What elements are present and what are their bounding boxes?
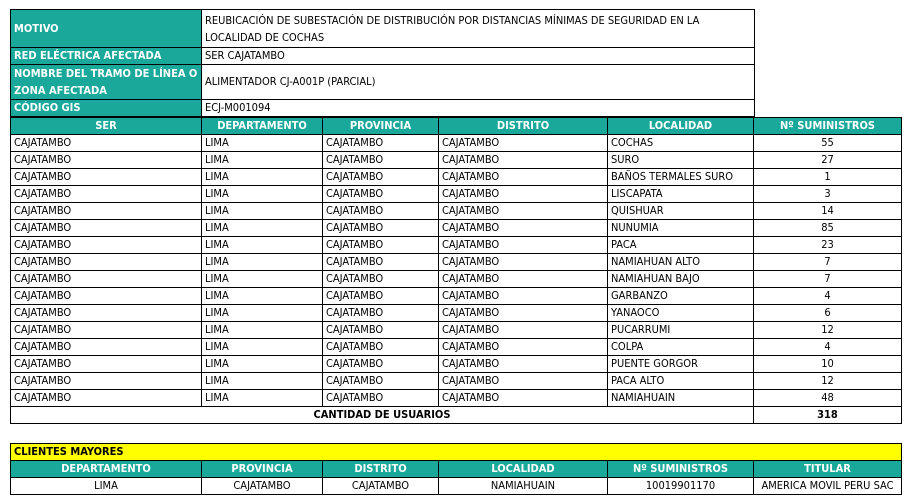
table-row <box>11 322 902 339</box>
cell-departamento: LIMA <box>202 237 323 254</box>
cell-distrito: CAJATAMBO <box>439 356 608 373</box>
header-provincia: PROVINCIA <box>323 118 439 135</box>
table-row <box>11 305 902 322</box>
cell-localidad: NAMIAHUAIN <box>608 390 754 407</box>
cell-provincia: CAJATAMBO <box>323 305 439 322</box>
cell-suministros: 27 <box>754 152 902 169</box>
client-distrito: CAJATAMBO <box>323 478 439 495</box>
cell-suministros: 7 <box>754 271 902 288</box>
cell-ser: CAJATAMBO <box>11 220 202 237</box>
cell-provincia: CAJATAMBO <box>323 135 439 152</box>
cell-ser: CAJATAMBO <box>11 322 202 339</box>
cell-localidad: QUISHUAR <box>608 203 754 220</box>
cell-departamento: LIMA <box>202 322 323 339</box>
cell-provincia: CAJATAMBO <box>323 203 439 220</box>
cell-provincia: CAJATAMBO <box>323 373 439 390</box>
cell-distrito: CAJATAMBO <box>439 305 608 322</box>
cell-suministros: 4 <box>754 288 902 305</box>
cell-localidad: PACA ALTO <box>608 373 754 390</box>
table-row <box>11 254 902 271</box>
cell-distrito: CAJATAMBO <box>439 203 608 220</box>
cell-localidad: BAÑOS TERMALES SURO <box>608 169 754 186</box>
cell-suministros: 12 <box>754 322 902 339</box>
cell-provincia: CAJATAMBO <box>323 356 439 373</box>
cell-suministros: 85 <box>754 220 902 237</box>
cell-ser: CAJATAMBO <box>11 271 202 288</box>
cell-provincia: CAJATAMBO <box>323 390 439 407</box>
header-suministros: Nº SUMINISTROS <box>754 118 902 135</box>
info-table <box>10 9 755 117</box>
clients-header-distrito: DISTRITO <box>323 461 439 478</box>
cell-localidad: PACA <box>608 237 754 254</box>
cell-ser: CAJATAMBO <box>11 152 202 169</box>
clients-header-row <box>11 461 902 478</box>
cell-ser: CAJATAMBO <box>11 135 202 152</box>
tramo-label: NOMBRE DEL TRAMO DE LÍNEA O ZONA AFECTADA <box>11 65 202 100</box>
cell-suministros: 1 <box>754 169 902 186</box>
cell-suministros: 12 <box>754 373 902 390</box>
total-value: 318 <box>754 407 902 424</box>
cell-departamento: LIMA <box>202 288 323 305</box>
clients-header-provincia: PROVINCIA <box>202 461 323 478</box>
cell-departamento: LIMA <box>202 254 323 271</box>
cell-suministros: 23 <box>754 237 902 254</box>
cell-suministros: 3 <box>754 186 902 203</box>
cell-provincia: CAJATAMBO <box>323 220 439 237</box>
clients-header-suministros: Nº SUMINISTROS <box>608 461 754 478</box>
clients-header-titular: TITULAR <box>754 461 902 478</box>
cell-localidad: SURO <box>608 152 754 169</box>
cell-departamento: LIMA <box>202 339 323 356</box>
table-row <box>11 356 902 373</box>
cell-distrito: CAJATAMBO <box>439 186 608 203</box>
table-header-row <box>11 118 902 135</box>
header-departamento: DEPARTAMENTO <box>202 118 323 135</box>
cell-provincia: CAJATAMBO <box>323 254 439 271</box>
cell-localidad: PUCARRUMI <box>608 322 754 339</box>
cell-distrito: CAJATAMBO <box>439 237 608 254</box>
cell-provincia: CAJATAMBO <box>323 322 439 339</box>
cell-ser: CAJATAMBO <box>11 373 202 390</box>
table-row <box>11 339 902 356</box>
cell-distrito: CAJATAMBO <box>439 152 608 169</box>
cell-ser: CAJATAMBO <box>11 339 202 356</box>
clients-header-localidad: LOCALIDAD <box>439 461 608 478</box>
cell-departamento: LIMA <box>202 220 323 237</box>
cell-localidad: COLPA <box>608 339 754 356</box>
cell-departamento: LIMA <box>202 186 323 203</box>
table-row <box>11 220 902 237</box>
table-row <box>11 186 902 203</box>
cell-distrito: CAJATAMBO <box>439 373 608 390</box>
cell-suministros: 14 <box>754 203 902 220</box>
gis-label: CÓDIGO GIS <box>11 100 202 117</box>
cell-distrito: CAJATAMBO <box>439 288 608 305</box>
header-localidad: LOCALIDAD <box>608 118 754 135</box>
cell-departamento: LIMA <box>202 169 323 186</box>
cell-departamento: LIMA <box>202 152 323 169</box>
cell-departamento: LIMA <box>202 305 323 322</box>
suministros-table <box>10 117 902 424</box>
cell-ser: CAJATAMBO <box>11 186 202 203</box>
cell-provincia: CAJATAMBO <box>323 271 439 288</box>
cell-departamento: LIMA <box>202 373 323 390</box>
client-suministros: 10019901170 <box>608 478 754 495</box>
cell-distrito: CAJATAMBO <box>439 339 608 356</box>
clientes-mayores-table <box>10 443 902 495</box>
cell-localidad: COCHAS <box>608 135 754 152</box>
cell-localidad: PUENTE GORGOR <box>608 356 754 373</box>
cell-departamento: LIMA <box>202 356 323 373</box>
table-row <box>11 203 902 220</box>
client-provincia: CAJATAMBO <box>202 478 323 495</box>
cell-ser: CAJATAMBO <box>11 288 202 305</box>
cell-localidad: LISCAPATA <box>608 186 754 203</box>
table-row <box>11 271 902 288</box>
table-row <box>11 373 902 390</box>
cell-departamento: LIMA <box>202 135 323 152</box>
table-row <box>11 135 902 152</box>
cell-distrito: CAJATAMBO <box>439 271 608 288</box>
cell-ser: CAJATAMBO <box>11 203 202 220</box>
cell-distrito: CAJATAMBO <box>439 254 608 271</box>
client-departamento: LIMA <box>11 478 202 495</box>
cell-suministros: 6 <box>754 305 902 322</box>
cell-departamento: LIMA <box>202 271 323 288</box>
cell-distrito: CAJATAMBO <box>439 220 608 237</box>
table-row <box>11 169 902 186</box>
cell-provincia: CAJATAMBO <box>323 288 439 305</box>
cell-suministros: 10 <box>754 356 902 373</box>
tramo-value: ALIMENTADOR CJ-A001P (PARCIAL) <box>202 65 755 100</box>
cell-localidad: YANAOCO <box>608 305 754 322</box>
cell-suministros: 7 <box>754 254 902 271</box>
cell-provincia: CAJATAMBO <box>323 237 439 254</box>
cell-distrito: CAJATAMBO <box>439 135 608 152</box>
cell-provincia: CAJATAMBO <box>323 186 439 203</box>
header-distrito: DISTRITO <box>439 118 608 135</box>
cell-localidad: NUNUMIA <box>608 220 754 237</box>
red-value: SER CAJATAMBO <box>202 48 755 65</box>
clients-header-departamento: DEPARTAMENTO <box>11 461 202 478</box>
table-row <box>11 152 902 169</box>
cell-localidad: NAMIAHUAN BAJO <box>608 271 754 288</box>
header-ser: SER <box>11 118 202 135</box>
cell-ser: CAJATAMBO <box>11 390 202 407</box>
client-localidad: NAMIAHUAIN <box>439 478 608 495</box>
cell-distrito: CAJATAMBO <box>439 169 608 186</box>
cell-ser: CAJATAMBO <box>11 169 202 186</box>
total-row <box>11 407 902 424</box>
cell-departamento: LIMA <box>202 390 323 407</box>
cell-provincia: CAJATAMBO <box>323 339 439 356</box>
cell-distrito: CAJATAMBO <box>439 322 608 339</box>
cell-ser: CAJATAMBO <box>11 237 202 254</box>
cell-localidad: NAMIAHUAN ALTO <box>608 254 754 271</box>
client-titular: AMERICA MOVIL PERU SAC <box>754 478 902 495</box>
cell-provincia: CAJATAMBO <box>323 169 439 186</box>
cell-ser: CAJATAMBO <box>11 254 202 271</box>
cell-departamento: LIMA <box>202 203 323 220</box>
cell-ser: CAJATAMBO <box>11 356 202 373</box>
cell-suministros: 4 <box>754 339 902 356</box>
table-row <box>11 390 902 407</box>
cell-suministros: 55 <box>754 135 902 152</box>
motivo-value: REUBICACIÓN DE SUBESTACIÓN DE DISTRIBUCIÓN POR DISTANCIAS MÍNIMAS DE SEGURIDAD EN LA LOCALIDAD DE COCHAS <box>202 10 755 48</box>
cell-localidad: GARBANZO <box>608 288 754 305</box>
gis-value: ECJ-M001094 <box>202 100 755 117</box>
cell-ser: CAJATAMBO <box>11 305 202 322</box>
table-row <box>11 288 902 305</box>
motivo-label: MOTIVO <box>11 10 202 48</box>
cell-suministros: 48 <box>754 390 902 407</box>
total-label: CANTIDAD DE USUARIOS <box>11 407 754 424</box>
red-label: RED ELÉCTRICA AFECTADA <box>11 48 202 65</box>
cell-provincia: CAJATAMBO <box>323 152 439 169</box>
clients-row <box>11 478 902 495</box>
clientes-mayores-title: CLIENTES MAYORES <box>11 444 902 461</box>
cell-distrito: CAJATAMBO <box>439 390 608 407</box>
table-row <box>11 237 902 254</box>
